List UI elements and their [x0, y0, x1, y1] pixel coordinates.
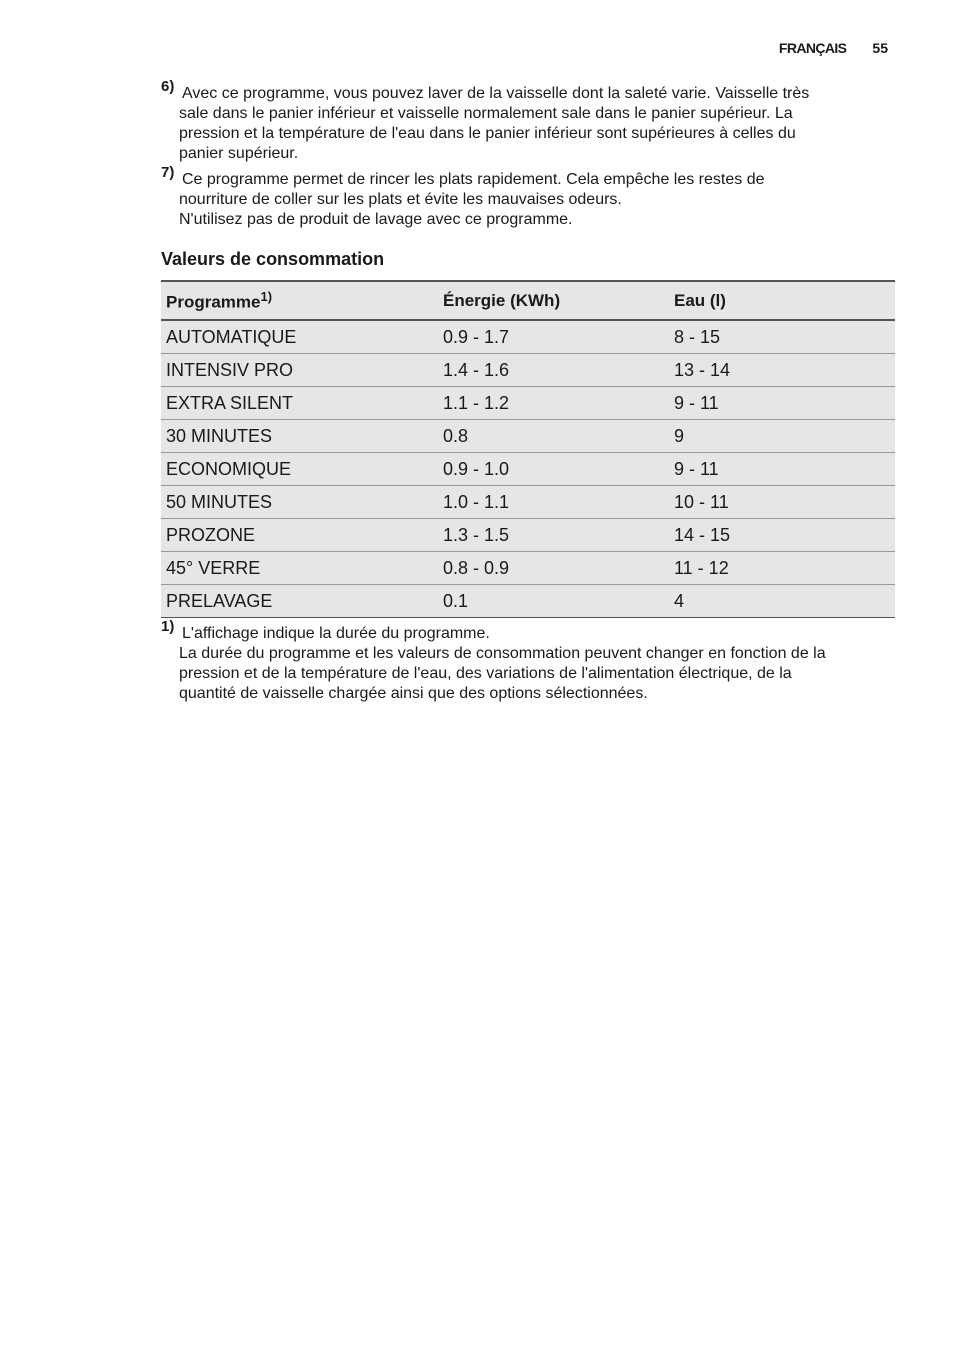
- footnote-line: Avec ce programme, vous pouvez laver de la vaisselle dont la saleté varie. Vaisselle très: [182, 85, 810, 102]
- cell-water: 4: [669, 585, 895, 618]
- cell-water: 9 - 11: [669, 387, 895, 420]
- consumption-table: [161, 280, 895, 618]
- cell-energy: 0.9 - 1.7: [438, 320, 669, 354]
- cell-energy: 1.3 - 1.5: [438, 519, 669, 552]
- footnote-line: pression et de la température de l'eau, des variations de l'alimentation électrique, de la: [179, 665, 792, 682]
- table-row: [161, 486, 895, 519]
- cell-water: 14 - 15: [669, 519, 895, 552]
- cell-programme: INTENSIV PRO: [161, 354, 438, 387]
- footnote-marker: 7): [161, 164, 175, 181]
- header-language: FRANÇAIS: [778, 40, 847, 56]
- cell-energy: 0.8: [438, 420, 669, 453]
- footnote-line: panier supérieur.: [179, 145, 299, 162]
- table-row: [161, 552, 895, 585]
- cell-water: 11 - 12: [669, 552, 895, 585]
- cell-programme: 50 MINUTES: [161, 486, 438, 519]
- footnote-line: N'utilisez pas de produit de lavage avec ce programme.: [179, 211, 573, 228]
- column-header-water: Eau (l): [669, 281, 895, 320]
- cell-programme: EXTRA SILENT: [161, 387, 438, 420]
- cell-programme: AUTOMATIQUE: [161, 320, 438, 354]
- footnote-line: sale dans le panier inférieur et vaisselle normalement sale dans le panier supérieur. La: [179, 105, 793, 122]
- footnote-line: nourriture de coller sur les plats et évite les mauvaises odeurs.: [179, 191, 622, 208]
- footnote-marker: 6): [161, 78, 175, 95]
- footnote-marker: 1): [161, 618, 175, 635]
- table-row: [161, 354, 895, 387]
- footnote-line: quantité de vaisselle chargée ainsi que des options sélectionnées.: [179, 685, 648, 702]
- footnote-line: La durée du programme et les valeurs de consommation peuvent changer en fonction de la: [179, 645, 826, 662]
- footnote-7: [161, 164, 881, 230]
- table-row: [161, 585, 895, 618]
- cell-energy: 1.4 - 1.6: [438, 354, 669, 387]
- column-header-programme: Programme$^{1)}$: [161, 281, 438, 320]
- cell-water: 9 - 11: [669, 453, 895, 486]
- cell-energy: 0.8 - 0.9: [438, 552, 669, 585]
- page-header: [779, 40, 888, 56]
- page-number: 55: [872, 40, 888, 56]
- footnote-line: L'affichage indique la durée du programme.: [182, 625, 490, 642]
- cell-energy: 1.1 - 1.2: [438, 387, 669, 420]
- table-row: [161, 320, 895, 354]
- cell-energy: 1.0 - 1.1: [438, 486, 669, 519]
- cell-energy: 0.1: [438, 585, 669, 618]
- cell-water: 13 - 14: [669, 354, 895, 387]
- cell-water: 9: [669, 420, 895, 453]
- table-row: [161, 420, 895, 453]
- table-header-row: [161, 281, 895, 320]
- cell-programme: 30 MINUTES: [161, 420, 438, 453]
- cell-programme: PROZONE: [161, 519, 438, 552]
- cell-programme: 45° VERRE: [161, 552, 438, 585]
- column-header-energy: Énergie (KWh): [438, 281, 669, 320]
- section-title: Valeurs de consommation: [161, 249, 385, 269]
- cell-energy: 0.9 - 1.0: [438, 453, 669, 486]
- footnote-line: Ce programme permet de rincer les plats rapidement. Cela empêche les restes de: [182, 171, 765, 188]
- table-row: [161, 387, 895, 420]
- footnote-line: pression et la température de l'eau dans le panier inférieur sont supérieures à celles du: [179, 125, 796, 142]
- cell-programme: PRELAVAGE: [161, 585, 438, 618]
- cell-water: 8 - 15: [669, 320, 895, 354]
- cell-programme: ECONOMIQUE: [161, 453, 438, 486]
- table-row: [161, 519, 895, 552]
- footnote-6: [161, 78, 881, 164]
- table-row: [161, 453, 895, 486]
- cell-water: 10 - 11: [669, 486, 895, 519]
- footnote-ref: 1): [260, 288, 273, 304]
- table-footnote: [161, 618, 901, 704]
